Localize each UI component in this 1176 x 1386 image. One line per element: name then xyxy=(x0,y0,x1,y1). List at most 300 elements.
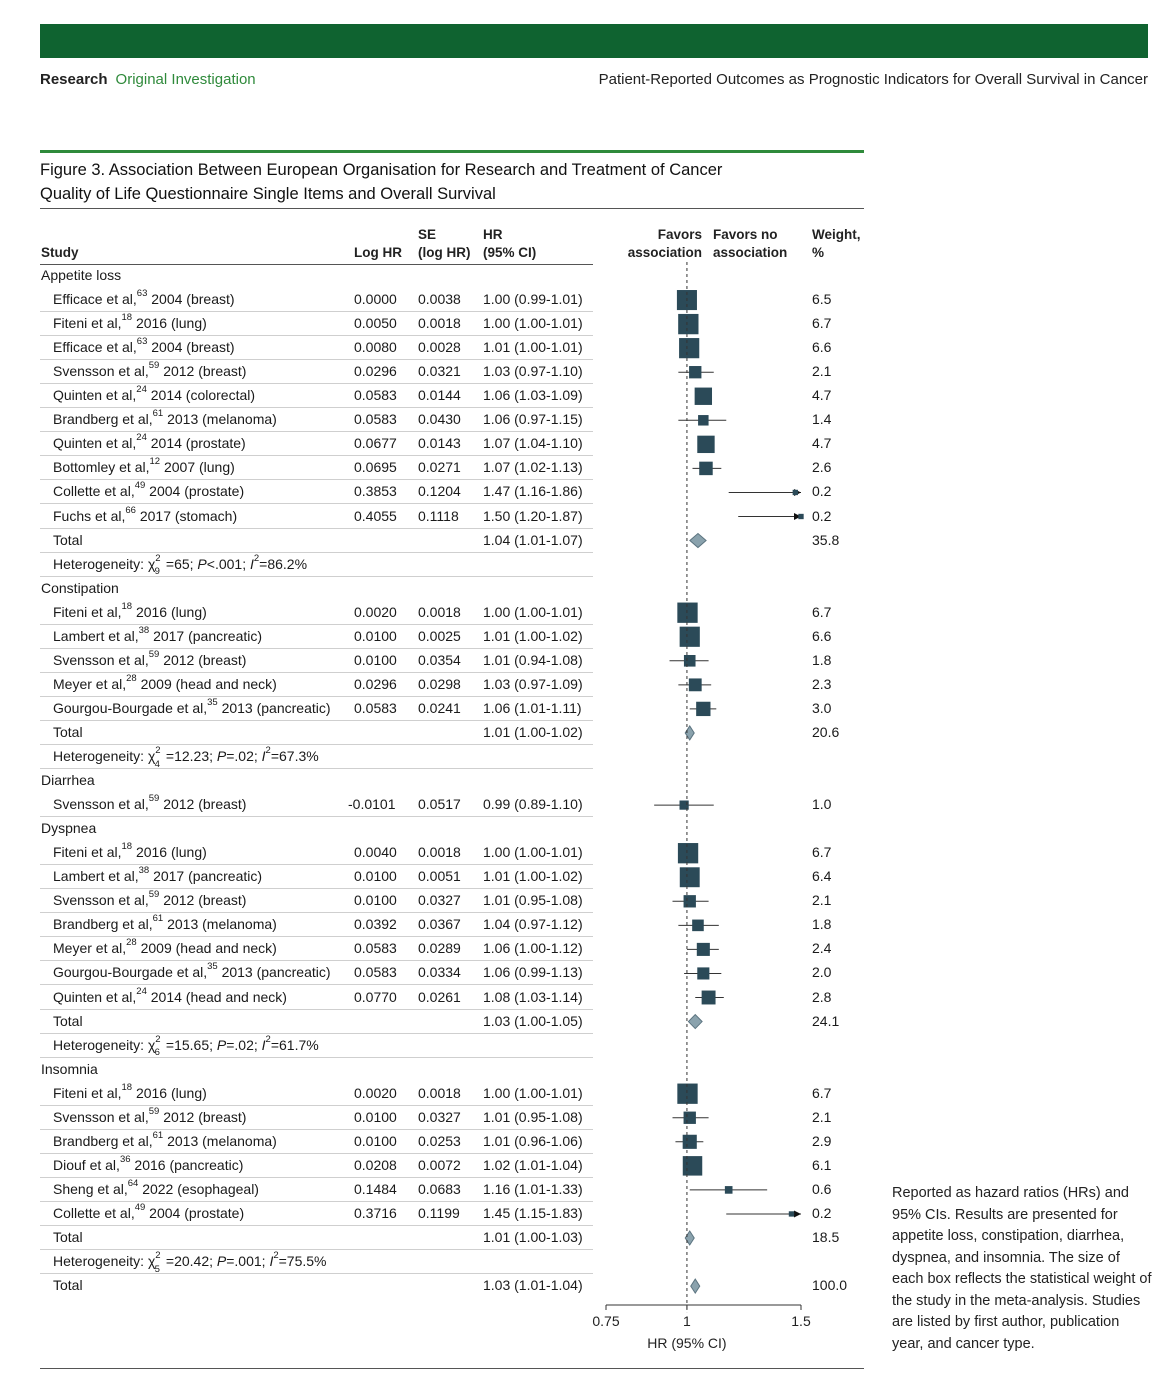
weight-value: 24.1 xyxy=(812,1012,840,1029)
study-year-type: 2022 (esophageal) xyxy=(138,1180,259,1197)
weight-box xyxy=(697,943,710,956)
study-author: Meyer et al, xyxy=(53,940,127,957)
het-chi-sup: 2 xyxy=(155,1250,161,1262)
study-author: Quinten et al, xyxy=(53,435,137,452)
log-hr-value: 0.0392 xyxy=(354,916,397,933)
weight-value: 6.6 xyxy=(812,339,832,356)
study-year-type: 2014 (prostate) xyxy=(146,435,246,452)
het-p: <.001; xyxy=(206,555,250,572)
log-hr-value: 0.0100 xyxy=(354,868,397,885)
study-ref: 61 xyxy=(152,913,164,925)
se-value: 0.0271 xyxy=(418,459,461,476)
het-i-sup: 2 xyxy=(265,745,271,756)
weight-value: 18.5 xyxy=(812,1229,840,1245)
study-author: Quinten et al, xyxy=(53,387,137,404)
study-year-type: 2013 (pancreatic) xyxy=(217,964,331,981)
log-hr-value: 0.0296 xyxy=(354,675,397,692)
study-year-type: 2012 (breast) xyxy=(159,651,247,668)
log-hr-value: 0.0100 xyxy=(354,1108,397,1125)
study-ref: 49 xyxy=(134,480,146,492)
hr-ci-value: 1.16 (1.01-1.33) xyxy=(483,1180,583,1197)
weight-value: 4.7 xyxy=(812,387,832,404)
het-df: 9 xyxy=(154,566,160,578)
het-p-label: P xyxy=(216,748,227,764)
col-header-se-line-2: (log HR) xyxy=(418,245,471,260)
col-header-weight-line-2: % xyxy=(812,245,825,260)
log-hr-value: 0.0208 xyxy=(354,1156,397,1173)
study-ref: 59 xyxy=(148,360,160,372)
het-prefix: Heterogeneity: χ xyxy=(53,748,156,764)
weight-value: 3.0 xyxy=(812,699,832,716)
weight-box xyxy=(684,655,696,667)
het-i: =61.7% xyxy=(270,1036,319,1053)
log-hr-value: 0.3716 xyxy=(354,1204,397,1221)
se-value: 0.1118 xyxy=(418,507,459,524)
weight-box xyxy=(684,895,696,907)
weight-box xyxy=(680,627,700,647)
study-ref: 38 xyxy=(138,865,150,877)
log-hr-value: 0.0583 xyxy=(354,387,397,404)
log-hr-value: 0.0583 xyxy=(354,411,397,428)
study-author: Sheng et al, xyxy=(53,1180,128,1197)
figure-bottom-rule xyxy=(40,1368,864,1369)
het-i-label: I xyxy=(269,1253,274,1270)
study-author: Diouf et al, xyxy=(53,1156,120,1173)
log-hr-value: 0.0583 xyxy=(354,699,397,716)
study-year-type: 2016 (pancreatic) xyxy=(130,1156,244,1173)
study-year-type: 2013 (pancreatic) xyxy=(217,699,331,716)
study-ref: 63 xyxy=(136,336,148,348)
weight-box xyxy=(699,462,712,475)
study-author: Brandberg et al, xyxy=(53,916,153,933)
col-header-favors-no-line-2: association xyxy=(713,245,788,260)
weight-box xyxy=(677,1084,697,1104)
weight-box xyxy=(677,603,697,623)
hr-ci-value: 1.07 (1.02-1.13) xyxy=(483,459,583,476)
study-author: Svensson et al, xyxy=(53,892,149,909)
study-year-type: 2016 (lung) xyxy=(132,1084,207,1101)
het-prefix: Heterogeneity: χ xyxy=(53,555,156,572)
figure-note: Reported as hazard ratios (HRs) and 95% CIs. Results are presented for appetite loss, constipation, diarrhea, dyspnea, and insomnia. The size of each box reflects the statistical weight of the study in the meta-analysis. Studies are listed by first author, publication year, and cancer type. xyxy=(892,1185,1152,1352)
weight-value: 6.7 xyxy=(812,844,832,861)
weight-value: 0.2 xyxy=(812,507,832,524)
study-ref: 61 xyxy=(152,408,164,420)
se-value: 0.0144 xyxy=(418,387,461,404)
hr-ci-value: 1.45 (1.15-1.83) xyxy=(483,1204,583,1221)
se-value: 0.1204 xyxy=(418,483,461,500)
weight-box xyxy=(678,843,698,863)
study-ref: 28 xyxy=(126,672,137,684)
weight-box xyxy=(689,366,701,378)
hr-ci-value: 1.03 (0.97-1.10) xyxy=(483,363,583,380)
hr-ci-value: 1.01 (1.00-1.02) xyxy=(483,627,583,644)
se-value: 0.0354 xyxy=(418,651,461,668)
study-ref: 66 xyxy=(125,504,136,516)
het-i-sup: 2 xyxy=(273,1250,279,1262)
het-p-label: P xyxy=(197,555,207,572)
log-hr-value: 0.0100 xyxy=(354,651,397,668)
x-tick-label: 1 xyxy=(683,1313,691,1329)
col-header-study: Study xyxy=(41,245,79,260)
hr-ci-value: 1.06 (0.97-1.15) xyxy=(483,411,583,428)
study-ref: 18 xyxy=(121,841,133,853)
log-hr-value: 0.0677 xyxy=(354,435,397,452)
weight-value: 6.4 xyxy=(812,868,832,885)
het-i: =86.2% xyxy=(259,555,308,572)
study-ref: 59 xyxy=(148,793,160,805)
log-hr-value: 0.0000 xyxy=(354,291,397,308)
x-tick-label: 1.5 xyxy=(791,1313,811,1329)
se-value: 0.0038 xyxy=(418,291,461,308)
hr-ci-value: 1.00 (1.00-1.01) xyxy=(483,844,583,861)
study-author: Lambert et al, xyxy=(53,868,139,885)
het-i: =67.3% xyxy=(270,748,319,764)
col-header-log-hr: Log HR xyxy=(354,245,402,260)
study-author: Bottomley et al, xyxy=(53,459,150,476)
study-ref: 36 xyxy=(119,1153,131,1165)
het-df: 4 xyxy=(154,758,160,770)
hr-ci-value: 1.00 (1.00-1.01) xyxy=(483,603,583,620)
het-i-sup: 2 xyxy=(265,1033,271,1045)
study-author: Lambert et al, xyxy=(53,627,139,644)
se-value: 0.0261 xyxy=(418,988,461,1005)
study-author: Svensson et al, xyxy=(53,1108,149,1125)
se-value: 0.0298 xyxy=(418,675,461,692)
hr-ci-value: 1.06 (1.03-1.09) xyxy=(483,387,583,404)
study-author: Fiteni et al, xyxy=(53,1084,122,1101)
weight-value: 1.4 xyxy=(812,411,832,428)
weight-value: 1.8 xyxy=(812,651,832,668)
weight-value: 2.9 xyxy=(812,1132,832,1149)
weight-value: 4.7 xyxy=(812,435,832,452)
study-author: Meyer et al, xyxy=(53,675,127,692)
study-year-type: 2004 (prostate) xyxy=(145,483,245,500)
weight-box xyxy=(679,338,699,358)
study-year-type: 2014 (colorectal) xyxy=(146,387,256,404)
weight-box xyxy=(697,967,709,979)
group-label: Appetite loss xyxy=(41,267,122,283)
hr-ci-value: 1.00 (0.99-1.01) xyxy=(483,291,583,308)
se-value: 0.1199 xyxy=(418,1204,460,1221)
weight-box xyxy=(692,920,704,932)
hr-ci-value: 1.03 (0.97-1.09) xyxy=(483,675,583,692)
se-value: 0.0253 xyxy=(418,1132,461,1149)
study-ref: 24 xyxy=(136,384,147,396)
weight-box xyxy=(702,991,716,1005)
study-year-type: 2007 (lung) xyxy=(160,459,235,476)
log-hr-value: 0.0695 xyxy=(354,459,397,476)
het-i-sup: 2 xyxy=(253,552,260,564)
se-value: 0.0327 xyxy=(418,1108,461,1125)
hr-ci-value: 1.06 (0.99-1.13) xyxy=(483,964,583,981)
weight-value: 0.6 xyxy=(812,1180,832,1197)
se-value: 0.0143 xyxy=(418,435,461,452)
study-year-type: 2016 (lung) xyxy=(132,315,207,332)
study-author: Gourgou-Bourgade et al, xyxy=(53,964,208,981)
weight-value: 100.0 xyxy=(812,1277,848,1294)
study-author: Svensson et al, xyxy=(53,651,149,668)
hr-ci-value: 1.47 (1.16-1.86) xyxy=(483,483,583,500)
weight-value: 2.3 xyxy=(812,675,832,692)
study-author: Brandberg et al, xyxy=(53,411,153,428)
study-year-type: 2009 (head and neck) xyxy=(136,675,277,692)
se-value: 0.0334 xyxy=(418,964,461,981)
overall-total-label: Total xyxy=(53,1277,83,1294)
group-label: Insomnia xyxy=(41,1060,98,1077)
hr-ci-value: 1.01 (1.00-1.02) xyxy=(483,723,583,740)
het-chi-sup: 2 xyxy=(155,745,161,756)
log-hr-value: 0.0050 xyxy=(354,315,397,332)
study-year-type: 2012 (breast) xyxy=(159,363,247,380)
study-year-type: 2016 (lung) xyxy=(132,603,207,620)
hr-ci-value: 1.01 (1.00-1.02) xyxy=(483,868,583,885)
het-prefix: Heterogeneity: χ xyxy=(53,1253,156,1270)
het-i-label: I xyxy=(249,555,254,572)
study-year-type: 2017 (pancreatic) xyxy=(149,627,263,644)
log-hr-value: -0.0101 xyxy=(348,796,396,813)
study-year-type: 2004 (breast) xyxy=(147,291,235,308)
study-author: Gourgou-Bourgade et al, xyxy=(53,699,208,716)
hr-ci-value: 1.01 (0.96-1.06) xyxy=(483,1132,583,1149)
study-year-type: 2012 (breast) xyxy=(159,796,247,813)
study-ref: 18 xyxy=(121,1081,133,1093)
study-ref: 59 xyxy=(148,889,160,901)
se-value: 0.0683 xyxy=(418,1180,461,1197)
weight-box xyxy=(680,867,700,887)
study-ref: 35 xyxy=(207,961,218,973)
group-label: Constipation xyxy=(41,579,119,596)
section-label: Research xyxy=(40,71,108,88)
weight-box xyxy=(695,388,712,405)
weight-box xyxy=(684,1112,696,1124)
study-author: Fiteni et al, xyxy=(53,315,122,332)
total-label: Total xyxy=(53,1012,83,1029)
study-year-type: 2014 (head and neck) xyxy=(146,988,287,1005)
se-value: 0.0072 xyxy=(418,1156,461,1173)
se-value: 0.0018 xyxy=(418,844,461,861)
col-header-hr-line-2: (95% CI) xyxy=(483,245,537,260)
group-label: Dyspnea xyxy=(41,820,97,837)
hr-ci-value: 1.06 (1.00-1.12) xyxy=(483,940,583,957)
het-df: 5 xyxy=(154,1263,160,1275)
hr-ci-value: 1.01 (1.00-1.03) xyxy=(483,1229,583,1245)
het-chi: =20.42; xyxy=(165,1253,217,1270)
weight-box xyxy=(697,436,714,453)
log-hr-value: 0.0583 xyxy=(354,964,397,981)
study-year-type: 2013 (melanoma) xyxy=(163,916,277,933)
study-year-type: 2012 (breast) xyxy=(159,892,247,909)
se-value: 0.0327 xyxy=(418,892,461,909)
weight-box xyxy=(683,1156,702,1175)
het-p: =.001; xyxy=(226,1253,270,1270)
study-ref: 12 xyxy=(149,456,161,468)
se-value: 0.0367 xyxy=(418,916,461,933)
weight-value: 35.8 xyxy=(812,531,840,548)
log-hr-value: 0.4055 xyxy=(354,507,397,524)
study-year-type: 2013 (melanoma) xyxy=(163,1132,277,1149)
article-type-label: Original Investigation xyxy=(115,71,256,88)
weight-value: 1.8 xyxy=(812,916,832,933)
log-hr-value: 0.0040 xyxy=(354,844,397,861)
weight-value: 2.4 xyxy=(812,940,832,957)
x-tick-label: 0.75 xyxy=(592,1313,620,1329)
log-hr-value: 0.0583 xyxy=(354,940,397,957)
hr-ci-value: 1.04 (1.01-1.07) xyxy=(483,531,583,548)
study-year-type: 2017 (pancreatic) xyxy=(149,868,263,885)
total-label: Total xyxy=(53,723,83,740)
weight-value: 6.5 xyxy=(812,291,832,308)
study-year-type: 2012 (breast) xyxy=(159,1108,247,1125)
study-ref: 59 xyxy=(148,648,160,660)
col-header-favors-no-line-1: Favors no xyxy=(713,227,778,242)
se-value: 0.0430 xyxy=(418,411,461,428)
study-ref: 28 xyxy=(126,937,137,949)
study-year-type: 2013 (melanoma) xyxy=(163,411,277,428)
het-p-label: P xyxy=(216,1036,227,1053)
total-label: Total xyxy=(53,531,83,548)
pooled-diamond xyxy=(688,1015,702,1029)
study-year-type: 2004 (prostate) xyxy=(145,1204,245,1221)
study-year-type: 2017 (stomach) xyxy=(135,507,238,524)
study-author: Quinten et al, xyxy=(53,988,137,1005)
hr-ci-value: 1.01 (0.95-1.08) xyxy=(483,892,583,909)
weight-box xyxy=(689,678,702,691)
hr-ci-value: 1.00 (1.00-1.01) xyxy=(483,315,583,332)
weight-value: 2.1 xyxy=(812,1108,832,1125)
het-chi-sup: 2 xyxy=(155,552,161,564)
hr-ci-value: 1.02 (1.01-1.04) xyxy=(483,1156,583,1173)
weight-value: 20.6 xyxy=(812,723,840,740)
total-label: Total xyxy=(53,1229,83,1245)
study-author: Brandberg et al, xyxy=(53,1132,153,1149)
study-author: Fuchs et al, xyxy=(53,507,126,524)
study-ref: 35 xyxy=(207,696,218,708)
hr-ci-value: 0.99 (0.89-1.10) xyxy=(483,796,583,813)
figure-title-line-2: Quality of Life Questionnaire Single Items and Overall Survival xyxy=(40,185,496,203)
hr-ci-value: 1.50 (1.20-1.87) xyxy=(483,507,583,524)
se-value: 0.0517 xyxy=(418,796,461,813)
weight-value: 1.0 xyxy=(812,796,832,813)
study-ref: 24 xyxy=(136,432,147,444)
log-hr-value: 0.1484 xyxy=(354,1180,397,1197)
col-header-hr-line-1: HR xyxy=(483,227,503,242)
weight-box xyxy=(789,1211,794,1216)
log-hr-value: 0.0100 xyxy=(354,892,397,909)
study-ref: 49 xyxy=(134,1201,146,1213)
se-value: 0.0025 xyxy=(418,627,461,644)
pooled-diamond xyxy=(690,534,706,548)
x-axis-label: HR (95% CI) xyxy=(647,1335,727,1351)
het-prefix: Heterogeneity: χ xyxy=(53,1036,156,1053)
col-header-se-line-1: SE xyxy=(418,227,437,242)
col-header-weight-line-1: Weight, xyxy=(812,227,861,242)
study-author: Svensson et al, xyxy=(53,363,149,380)
se-value: 0.0241 xyxy=(418,699,461,716)
study-ref: 64 xyxy=(127,1177,139,1189)
het-p-label: P xyxy=(216,1253,227,1270)
het-chi: =65; xyxy=(165,555,198,572)
study-author: Collette et al, xyxy=(53,483,135,500)
log-hr-value: 0.0100 xyxy=(354,627,397,644)
hr-ci-value: 1.01 (0.94-1.08) xyxy=(483,651,583,668)
weight-value: 2.1 xyxy=(812,892,832,909)
hr-ci-value: 1.03 (1.00-1.05) xyxy=(483,1012,583,1029)
se-value: 0.0289 xyxy=(418,940,461,957)
het-p: =.02; xyxy=(226,1036,262,1053)
study-author: Efficace et al, xyxy=(53,339,137,356)
log-hr-value: 0.0100 xyxy=(354,1132,397,1149)
log-hr-value: 0.0080 xyxy=(354,339,397,356)
weight-box xyxy=(698,415,708,425)
weight-value: 2.6 xyxy=(812,459,832,476)
study-author: Collette et al, xyxy=(53,1204,135,1221)
hr-ci-value: 1.08 (1.03-1.14) xyxy=(483,988,583,1005)
study-ref: 18 xyxy=(121,600,133,612)
study-year-type: 2016 (lung) xyxy=(132,844,207,861)
weight-value: 0.2 xyxy=(812,1204,832,1221)
se-value: 0.0028 xyxy=(418,339,461,356)
hr-ci-value: 1.06 (1.01-1.11) xyxy=(483,699,582,716)
weight-value: 2.8 xyxy=(812,988,832,1005)
se-value: 0.0321 xyxy=(418,363,461,380)
study-ref: 24 xyxy=(136,985,147,997)
log-hr-value: 0.0770 xyxy=(354,988,397,1005)
weight-value: 2.0 xyxy=(812,964,832,981)
het-chi-sup: 2 xyxy=(155,1033,161,1045)
het-df: 6 xyxy=(154,1047,160,1059)
hr-ci-value: 1.00 (1.00-1.01) xyxy=(483,1084,583,1101)
log-hr-value: 0.0296 xyxy=(354,363,397,380)
overall-hr-ci-value: 1.03 (1.01-1.04) xyxy=(483,1277,583,1294)
col-header-favors-line-1: Favors xyxy=(657,227,702,242)
log-hr-value: 0.0020 xyxy=(354,603,397,620)
weight-value: 0.2 xyxy=(812,483,832,500)
hr-ci-value: 1.01 (1.00-1.01) xyxy=(483,339,583,356)
study-year-type: 2004 (breast) xyxy=(147,339,235,356)
weight-value: 6.7 xyxy=(812,1084,832,1101)
study-ref: 63 xyxy=(136,288,148,300)
overall-diamond xyxy=(691,1279,700,1293)
weight-value: 6.6 xyxy=(812,627,832,644)
het-chi: =15.65; xyxy=(165,1036,217,1053)
study-ref: 61 xyxy=(152,1129,164,1141)
se-value: 0.0018 xyxy=(418,315,461,332)
col-header-favors-line-2: association xyxy=(627,245,702,260)
running-title: Patient-Reported Outcomes as Prognostic Indicators for Overall Survival in Cancer xyxy=(598,71,1148,88)
weight-value: 6.7 xyxy=(812,603,832,620)
weight-box xyxy=(678,314,698,334)
het-chi: =12.23; xyxy=(165,748,217,764)
weight-box xyxy=(793,490,798,495)
weight-box xyxy=(798,514,803,519)
study-ref: 59 xyxy=(148,1105,160,1117)
se-value: 0.0051 xyxy=(418,868,461,885)
het-i-label: I xyxy=(261,1036,266,1053)
weight-value: 2.1 xyxy=(812,363,832,380)
study-author: Svensson et al, xyxy=(53,796,149,813)
study-ref: 38 xyxy=(138,624,150,636)
weight-value: 6.1 xyxy=(812,1156,832,1173)
het-i: =75.5% xyxy=(278,1253,327,1270)
figure-title-line-1: Figure 3. Association Between European Organisation for Research and Treatment of Cancer xyxy=(40,161,723,179)
het-i-label: I xyxy=(261,748,266,764)
weight-value: 6.7 xyxy=(812,315,832,332)
log-hr-value: 0.3853 xyxy=(354,483,397,500)
hr-ci-value: 1.07 (1.04-1.10) xyxy=(483,435,583,452)
log-hr-value: 0.0020 xyxy=(354,1084,397,1101)
study-ref: 18 xyxy=(121,312,133,324)
ci-arrow xyxy=(794,1210,801,1217)
